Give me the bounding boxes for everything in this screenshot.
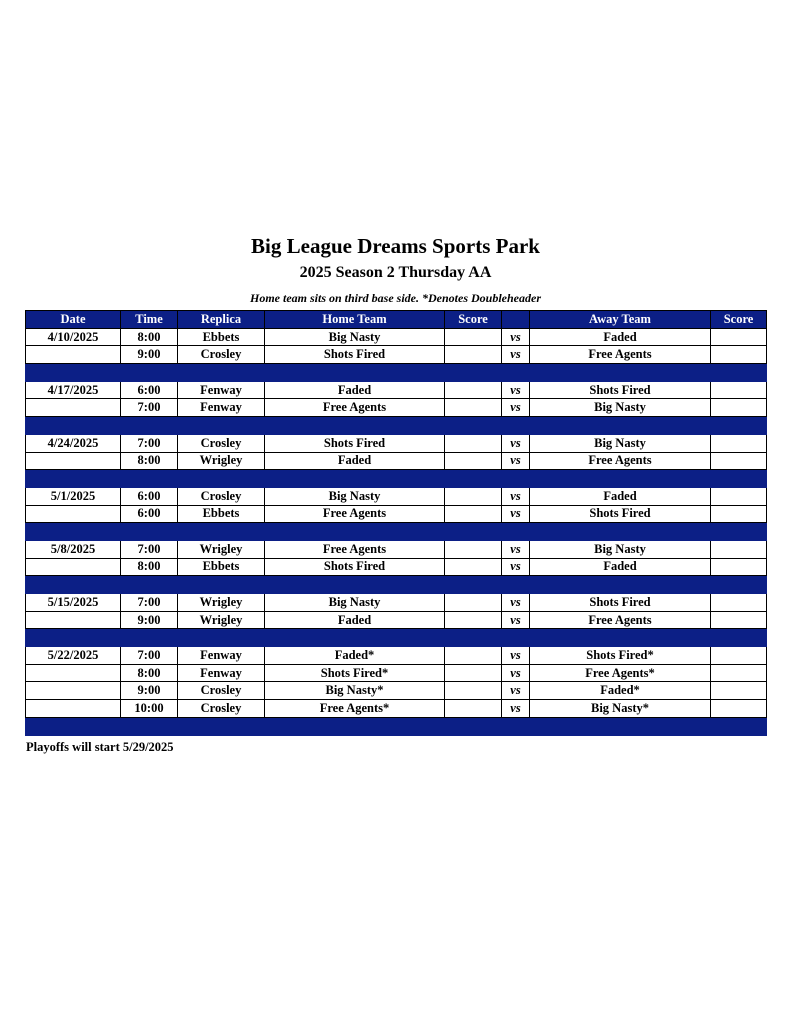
cell-away-team: Faded bbox=[530, 558, 711, 576]
separator-cell bbox=[530, 717, 711, 735]
cell-home-score bbox=[445, 611, 502, 629]
cell-vs: vs bbox=[502, 700, 530, 718]
column-header-vs bbox=[502, 311, 530, 329]
table-row bbox=[26, 452, 767, 470]
cell-time: 7:00 bbox=[121, 540, 178, 558]
separator-cell bbox=[26, 523, 121, 541]
separator-cell bbox=[178, 364, 265, 382]
separator-cell bbox=[265, 470, 445, 488]
cell-time: 8:00 bbox=[121, 452, 178, 470]
cell-replica: Wrigley bbox=[178, 611, 265, 629]
cell-away-team: Shots Fired bbox=[530, 594, 711, 612]
cell-away-team: Faded* bbox=[530, 682, 711, 700]
table-row bbox=[26, 700, 767, 718]
cell-date bbox=[26, 611, 121, 629]
separator-cell bbox=[711, 470, 767, 488]
separator-cell bbox=[502, 576, 530, 594]
cell-home-score bbox=[445, 647, 502, 665]
cell-vs: vs bbox=[502, 558, 530, 576]
column-header-home-team: Home Team bbox=[265, 311, 445, 329]
cell-home-team: Faded* bbox=[265, 647, 445, 665]
cell-away-team: Free Agents bbox=[530, 452, 711, 470]
cell-date bbox=[26, 399, 121, 417]
week-separator-row bbox=[26, 470, 767, 488]
cell-home-score bbox=[445, 505, 502, 523]
separator-cell bbox=[265, 576, 445, 594]
cell-date: 5/22/2025 bbox=[26, 647, 121, 665]
cell-away-score bbox=[711, 381, 767, 399]
cell-away-score bbox=[711, 399, 767, 417]
cell-away-score bbox=[711, 700, 767, 718]
cell-home-score bbox=[445, 664, 502, 682]
separator-cell bbox=[711, 629, 767, 647]
separator-cell bbox=[711, 717, 767, 735]
cell-replica: Wrigley bbox=[178, 452, 265, 470]
table-row bbox=[26, 647, 767, 665]
cell-time: 9:00 bbox=[121, 346, 178, 364]
cell-home-score bbox=[445, 487, 502, 505]
cell-replica: Crosley bbox=[178, 346, 265, 364]
cell-vs: vs bbox=[502, 487, 530, 505]
separator-cell bbox=[530, 417, 711, 435]
separator-cell bbox=[26, 629, 121, 647]
separator-cell bbox=[530, 629, 711, 647]
cell-time: 8:00 bbox=[121, 558, 178, 576]
separator-cell bbox=[121, 470, 178, 488]
cell-home-team: Free Agents bbox=[265, 540, 445, 558]
separator-cell bbox=[178, 717, 265, 735]
separator-cell bbox=[445, 523, 502, 541]
cell-away-score bbox=[711, 558, 767, 576]
cell-time: 8:00 bbox=[121, 328, 178, 346]
cell-away-score bbox=[711, 434, 767, 452]
cell-replica: Fenway bbox=[178, 399, 265, 417]
table-row bbox=[26, 594, 767, 612]
separator-cell bbox=[445, 364, 502, 382]
column-header-time: Time bbox=[121, 311, 178, 329]
cell-home-team: Faded bbox=[265, 611, 445, 629]
cell-date: 5/1/2025 bbox=[26, 487, 121, 505]
cell-replica: Fenway bbox=[178, 664, 265, 682]
separator-cell bbox=[445, 717, 502, 735]
cell-home-team: Free Agents bbox=[265, 399, 445, 417]
cell-date bbox=[26, 664, 121, 682]
separator-cell bbox=[711, 417, 767, 435]
cell-replica: Ebbets bbox=[178, 505, 265, 523]
cell-time: 9:00 bbox=[121, 611, 178, 629]
cell-home-team: Big Nasty bbox=[265, 328, 445, 346]
separator-cell bbox=[502, 629, 530, 647]
cell-away-team: Faded bbox=[530, 487, 711, 505]
separator-cell bbox=[121, 717, 178, 735]
cell-home-team: Free Agents* bbox=[265, 700, 445, 718]
separator-cell bbox=[178, 523, 265, 541]
cell-vs: vs bbox=[502, 452, 530, 470]
schedule-note: Home team sits on third base side. *Denotes Doubleheader bbox=[250, 291, 541, 305]
week-separator-row bbox=[26, 576, 767, 594]
cell-away-score bbox=[711, 540, 767, 558]
cell-time: 9:00 bbox=[121, 682, 178, 700]
cell-away-team: Free Agents bbox=[530, 346, 711, 364]
cell-vs: vs bbox=[502, 682, 530, 700]
cell-home-team: Shots Fired bbox=[265, 434, 445, 452]
separator-cell bbox=[178, 417, 265, 435]
cell-time: 7:00 bbox=[121, 647, 178, 665]
table-row bbox=[26, 540, 767, 558]
cell-away-team: Free Agents bbox=[530, 611, 711, 629]
cell-away-score bbox=[711, 611, 767, 629]
cell-vs: vs bbox=[502, 328, 530, 346]
separator-cell bbox=[530, 470, 711, 488]
table-row bbox=[26, 434, 767, 452]
separator-cell bbox=[502, 364, 530, 382]
separator-cell bbox=[265, 717, 445, 735]
week-separator-row bbox=[26, 523, 767, 541]
cell-time: 6:00 bbox=[121, 381, 178, 399]
cell-date: 5/8/2025 bbox=[26, 540, 121, 558]
cell-home-score bbox=[445, 399, 502, 417]
separator-cell bbox=[502, 470, 530, 488]
cell-home-score bbox=[445, 381, 502, 399]
separator-cell bbox=[445, 417, 502, 435]
separator-cell bbox=[502, 417, 530, 435]
cell-home-score bbox=[445, 452, 502, 470]
cell-away-score bbox=[711, 664, 767, 682]
cell-away-score bbox=[711, 328, 767, 346]
cell-replica: Fenway bbox=[178, 647, 265, 665]
cell-home-team: Shots Fired bbox=[265, 346, 445, 364]
separator-cell bbox=[26, 470, 121, 488]
cell-away-team: Big Nasty bbox=[530, 540, 711, 558]
cell-time: 7:00 bbox=[121, 434, 178, 452]
cell-vs: vs bbox=[502, 505, 530, 523]
cell-date: 4/10/2025 bbox=[26, 328, 121, 346]
cell-home-team: Big Nasty bbox=[265, 594, 445, 612]
separator-cell bbox=[121, 364, 178, 382]
page-subtitle: 2025 Season 2 Thursday AA bbox=[299, 264, 492, 281]
table-row bbox=[26, 558, 767, 576]
cell-home-score bbox=[445, 434, 502, 452]
cell-vs: vs bbox=[502, 540, 530, 558]
separator-cell bbox=[121, 417, 178, 435]
cell-replica: Wrigley bbox=[178, 594, 265, 612]
table-row bbox=[26, 381, 767, 399]
cell-home-score bbox=[445, 682, 502, 700]
cell-replica: Ebbets bbox=[178, 328, 265, 346]
separator-cell bbox=[265, 523, 445, 541]
cell-home-team: Faded bbox=[265, 452, 445, 470]
separator-cell bbox=[26, 717, 121, 735]
cell-home-team: Shots Fired* bbox=[265, 664, 445, 682]
cell-vs: vs bbox=[502, 611, 530, 629]
column-header-away-score: Score bbox=[711, 311, 767, 329]
separator-cell bbox=[265, 629, 445, 647]
cell-time: 7:00 bbox=[121, 399, 178, 417]
separator-cell bbox=[121, 629, 178, 647]
cell-home-score bbox=[445, 594, 502, 612]
cell-date bbox=[26, 700, 121, 718]
separator-cell bbox=[502, 523, 530, 541]
separator-cell bbox=[178, 576, 265, 594]
cell-away-score bbox=[711, 487, 767, 505]
separator-cell bbox=[445, 470, 502, 488]
cell-vs: vs bbox=[502, 381, 530, 399]
separator-cell bbox=[445, 629, 502, 647]
cell-vs: vs bbox=[502, 647, 530, 665]
cell-away-team: Big Nasty* bbox=[530, 700, 711, 718]
cell-date bbox=[26, 346, 121, 364]
playoffs-note: Playoffs will start 5/29/2025 bbox=[26, 740, 174, 754]
separator-cell bbox=[530, 576, 711, 594]
cell-home-score bbox=[445, 558, 502, 576]
cell-vs: vs bbox=[502, 664, 530, 682]
cell-away-team: Faded bbox=[530, 328, 711, 346]
cell-date bbox=[26, 558, 121, 576]
separator-cell bbox=[26, 576, 121, 594]
cell-home-score bbox=[445, 346, 502, 364]
cell-away-score bbox=[711, 647, 767, 665]
column-header-replica: Replica bbox=[178, 311, 265, 329]
cell-vs: vs bbox=[502, 434, 530, 452]
cell-replica: Crosley bbox=[178, 434, 265, 452]
cell-date: 4/17/2025 bbox=[26, 381, 121, 399]
separator-cell bbox=[265, 364, 445, 382]
column-header-away-team: Away Team bbox=[530, 311, 711, 329]
cell-away-team: Big Nasty bbox=[530, 434, 711, 452]
separator-cell bbox=[711, 364, 767, 382]
separator-cell bbox=[121, 576, 178, 594]
separator-cell bbox=[530, 364, 711, 382]
cell-replica: Wrigley bbox=[178, 540, 265, 558]
cell-replica: Fenway bbox=[178, 381, 265, 399]
cell-away-team: Shots Fired bbox=[530, 505, 711, 523]
week-separator-row bbox=[26, 417, 767, 435]
schedule-table bbox=[25, 310, 767, 736]
cell-date bbox=[26, 505, 121, 523]
separator-cell bbox=[178, 470, 265, 488]
separator-cell bbox=[178, 629, 265, 647]
cell-away-score bbox=[711, 505, 767, 523]
schedule-body bbox=[26, 328, 767, 735]
cell-away-team: Free Agents* bbox=[530, 664, 711, 682]
week-separator-row bbox=[26, 717, 767, 735]
cell-away-score bbox=[711, 452, 767, 470]
page-title: Big League Dreams Sports Park bbox=[251, 234, 540, 258]
separator-cell bbox=[26, 417, 121, 435]
cell-replica: Crosley bbox=[178, 700, 265, 718]
cell-home-team: Big Nasty* bbox=[265, 682, 445, 700]
table-header-row bbox=[26, 311, 767, 329]
cell-replica: Ebbets bbox=[178, 558, 265, 576]
cell-away-score bbox=[711, 346, 767, 364]
cell-home-score bbox=[445, 700, 502, 718]
cell-away-score bbox=[711, 682, 767, 700]
cell-date: 5/15/2025 bbox=[26, 594, 121, 612]
table-row bbox=[26, 611, 767, 629]
separator-cell bbox=[26, 364, 121, 382]
cell-home-team: Free Agents bbox=[265, 505, 445, 523]
cell-home-team: Big Nasty bbox=[265, 487, 445, 505]
cell-time: 8:00 bbox=[121, 664, 178, 682]
separator-cell bbox=[121, 523, 178, 541]
table-row bbox=[26, 399, 767, 417]
cell-date bbox=[26, 452, 121, 470]
cell-time: 10:00 bbox=[121, 700, 178, 718]
cell-home-score bbox=[445, 540, 502, 558]
cell-time: 7:00 bbox=[121, 594, 178, 612]
column-header-home-score: Score bbox=[445, 311, 502, 329]
cell-time: 6:00 bbox=[121, 487, 178, 505]
table-row bbox=[26, 505, 767, 523]
cell-home-score bbox=[445, 328, 502, 346]
separator-cell bbox=[265, 417, 445, 435]
week-separator-row bbox=[26, 364, 767, 382]
cell-date: 4/24/2025 bbox=[26, 434, 121, 452]
cell-replica: Crosley bbox=[178, 487, 265, 505]
table-row bbox=[26, 487, 767, 505]
cell-away-team: Big Nasty bbox=[530, 399, 711, 417]
cell-replica: Crosley bbox=[178, 682, 265, 700]
cell-vs: vs bbox=[502, 594, 530, 612]
separator-cell bbox=[711, 523, 767, 541]
separator-cell bbox=[711, 576, 767, 594]
separator-cell bbox=[530, 523, 711, 541]
separator-cell bbox=[502, 717, 530, 735]
table-row bbox=[26, 328, 767, 346]
table-row bbox=[26, 664, 767, 682]
cell-home-team: Faded bbox=[265, 381, 445, 399]
table-row bbox=[26, 346, 767, 364]
cell-away-team: Shots Fired* bbox=[530, 647, 711, 665]
week-separator-row bbox=[26, 629, 767, 647]
cell-date bbox=[26, 682, 121, 700]
column-header-date: Date bbox=[26, 311, 121, 329]
cell-home-team: Shots Fired bbox=[265, 558, 445, 576]
separator-cell bbox=[445, 576, 502, 594]
table-row bbox=[26, 682, 767, 700]
cell-away-team: Shots Fired bbox=[530, 381, 711, 399]
cell-vs: vs bbox=[502, 399, 530, 417]
cell-away-score bbox=[711, 594, 767, 612]
cell-vs: vs bbox=[502, 346, 530, 364]
cell-time: 6:00 bbox=[121, 505, 178, 523]
